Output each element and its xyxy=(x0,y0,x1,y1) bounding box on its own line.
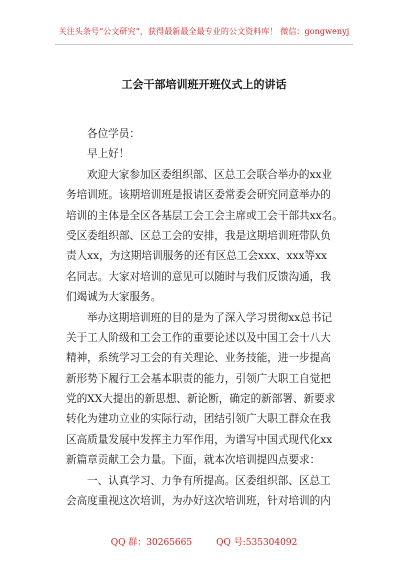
footer-qq-group: QQ 群：30265665 xyxy=(110,538,193,548)
body-line: 新形势下履行工会基本职责的能力，引领广大职工自觉把 xyxy=(66,372,331,385)
body-line: 责人xx，为这期培训服务的还有区总工会xxx、xxx等xx xyxy=(66,250,328,263)
footer-qq-number: QQ 号:535304092 xyxy=(216,538,298,548)
body-line: 转化为建功立业的实际行动，团结引领广大职工群众在我 xyxy=(66,413,331,426)
header-divider xyxy=(55,44,353,45)
header-banner: 关注头条号“公文研究”，获得最新最全最专业的公文资料库！ 微信：gongwenyj xyxy=(58,27,350,36)
document-body xyxy=(66,124,348,511)
body-line: 党的XX大提出的新思想、新论断，确定的新部署、新要求 xyxy=(66,393,336,406)
body-line: 名同志。大家对培训的意见可以随时与我们反馈沟通，我 xyxy=(66,270,331,283)
body-line: 一、认真学习、力争有所提高。区委组织部、区总工 xyxy=(87,474,331,487)
body-line: 们竭诚为大家服务。 xyxy=(66,291,162,304)
document-title: 工会干部培训班开班仪式上的讲话 xyxy=(121,78,287,91)
body-line: 培训的主体是全区各基层工会工会主席或工会干部共xx名。 xyxy=(66,209,343,222)
body-line: 新篇章贡献工会力量。下面，就本次培训提四点要求： xyxy=(66,454,321,467)
body-line: 各位学员： xyxy=(87,128,140,140)
body-line: 早上好！ xyxy=(87,148,130,161)
body-line: 会高度重视这次培训，为办好这次培训班，针对培训的内 xyxy=(66,495,331,508)
body-line: 精神，系统学习工会的有关理论、业务技能，进一步提高 xyxy=(66,352,331,365)
body-line: 关于工人阶级和工会工作的重要论述以及中国工会十八大 xyxy=(66,331,331,344)
body-line: 受区委组织部、区总工会的安排，我是这期培训班带队负 xyxy=(66,229,331,242)
body-line: 欢迎大家参加区委组织部、区总工会联合举办的xx业 xyxy=(87,168,333,181)
body-line: 区高质量发展中发挥主力军作用，为谱写中国式现代化xx xyxy=(66,433,333,446)
footer-contact xyxy=(0,535,408,548)
body-line: 举办这期培训班的目的是为了深入学习贯彻xx总书记 xyxy=(87,311,333,324)
body-line: 务培训班。该期培训班是报请区委常委会研究同意举办的 xyxy=(66,189,331,202)
